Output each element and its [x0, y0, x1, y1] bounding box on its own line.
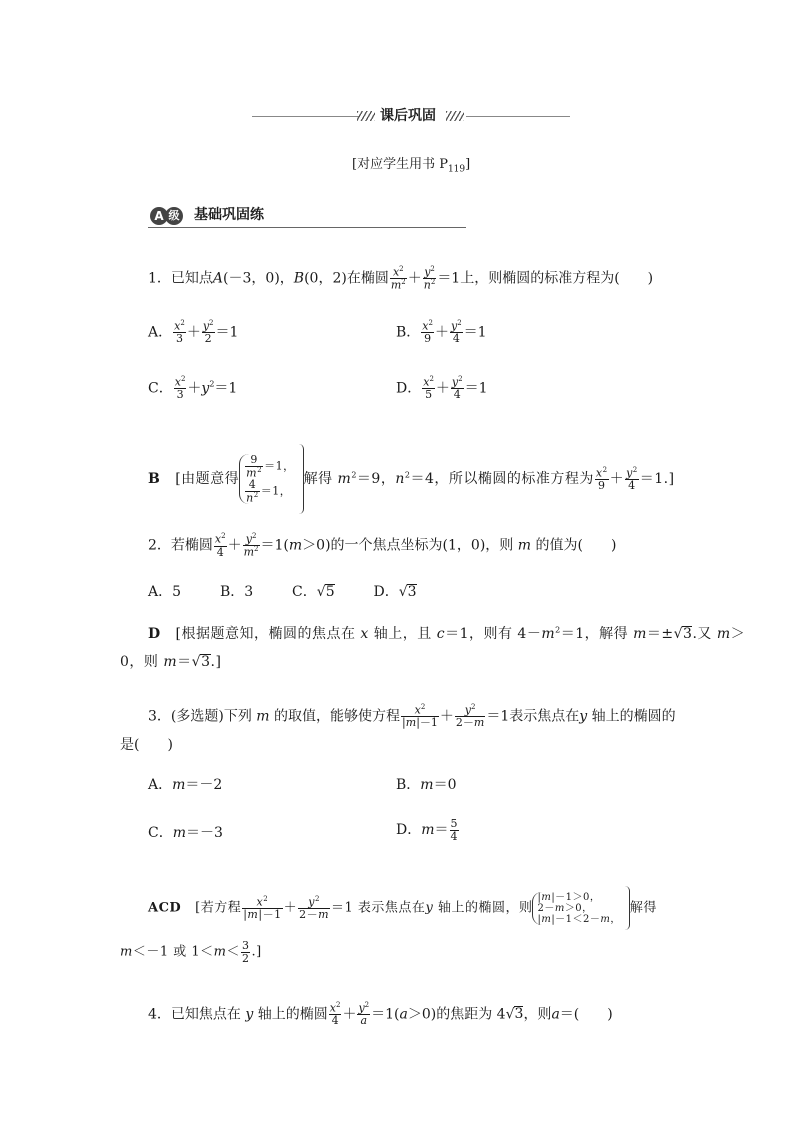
- q1-solution-end: ＝1.]: [639, 471, 675, 487]
- q2-stem-suffix: 的一个焦点坐标为(1，0)，则: [330, 537, 514, 554]
- q3-stem-prefix: 3．(多选题)下列: [148, 708, 252, 725]
- q3-stem-suffix: ＝1表示焦点在: [486, 708, 580, 725]
- q3-solution-line2: m＜－1 或 1＜m＜ $\frac{3}{2}$ .]: [120, 939, 262, 965]
- level-badge: 级: [165, 207, 183, 225]
- ref-page: 119: [447, 164, 466, 175]
- q1-stem-suffix: ＝1上，则椭圆的标准方程为( ): [437, 270, 654, 287]
- q3-solution-line2-text: ＜－1 或 1＜: [132, 944, 214, 960]
- q4-stem-end2: ＝( ): [559, 1006, 613, 1023]
- q3-stem-suffix2: 轴上的椭圆的: [591, 708, 676, 725]
- q3-solution: ACD [若方程 $\frac{x^2}{|m|-1}$ ＋ $\frac{y^2}{2-m}$ ＝1 表示焦点在y 轴上的椭圆，则|m|－1＞0， 2－m＞0， |m|－1＜2－m，解得: [148, 886, 657, 930]
- q2-sol-f: 0，则: [120, 654, 159, 670]
- q2-sol-a: [根据题意知，椭圆的焦点在: [175, 626, 356, 642]
- q3-option-a: A．m＝－2: [148, 777, 223, 793]
- q1-frac-x: $\frac{x^2}{m^2}$: [390, 265, 406, 292]
- page-title: 课后巩固: [380, 108, 436, 124]
- q3-option-b-label: B．: [396, 777, 421, 793]
- q1-option-c: C． $\frac{x^2}{3}$ $+y^2=1$: [148, 375, 238, 402]
- q3-solution-mid: ＝1 表示焦点在: [331, 900, 426, 916]
- q3-option-b: B．m＝0: [396, 777, 457, 793]
- q3-solution-prefix: [若方程: [195, 900, 242, 916]
- q1-option-d: D． $\frac{x^2}{5}$ ＋ $\frac{y^2}{4}$ ＝1: [396, 375, 488, 402]
- q1-option-a-label: A．: [148, 324, 173, 341]
- section-title: 基础巩固练: [194, 207, 264, 223]
- header-hatch-right: [446, 111, 464, 121]
- q1-system-brace: $\frac{9}{m^2}$ ＝1， $\frac{4}{n^2}$ ＝1，: [239, 454, 298, 504]
- level-a-badge: A: [150, 207, 168, 225]
- q3-stem-line2: 是( ): [120, 737, 173, 753]
- q1-frac-y: $\frac{y^2}{n^2}$: [423, 265, 436, 292]
- ref-prefix: [对应学生用书 P: [352, 157, 448, 172]
- book-reference: [352, 158, 470, 175]
- q2-sol-b: 轴上，且: [373, 626, 432, 642]
- q2-solution-line1: D [根据题意知，椭圆的焦点在 x 轴上，且 c＝1，则有 $4-m^2=1$，解得 m＝±√3.又 m＞: [148, 625, 746, 642]
- q3-solution-mid2: 轴上的椭圆，则: [437, 900, 533, 916]
- q1-option-d-label: D．: [396, 380, 422, 397]
- q1-solution-mid: 解得: [303, 471, 333, 487]
- header-rule-right: [466, 116, 570, 117]
- header-hatch-left: [357, 111, 375, 121]
- q2-stem-end: 的值为( ): [535, 537, 617, 554]
- section-underline: [148, 227, 466, 228]
- q2-solution-line2: 0，则 m＝√3.]: [120, 654, 222, 670]
- q1-point-b-coords: (0，2)在椭圆: [304, 270, 389, 287]
- q3-option-c: C．m＝－3: [148, 825, 223, 841]
- q3-stem-mid: 的取值，能够使方程: [274, 708, 401, 725]
- q4-stem-mid: 轴上的椭圆: [257, 1006, 328, 1023]
- q2-option-a: A．5: [148, 584, 182, 600]
- q3-option-a-label: A．: [148, 777, 173, 793]
- q1-option-a: A． $\frac{x^2}{3}$ ＋ $\frac{y^2}{2}$ ＝1: [148, 319, 239, 346]
- q4-stem-end: ，则: [523, 1006, 552, 1023]
- q1-solution: B [由题意得 $\frac{9}{m^2}$ ＝1， $\frac{4}{n^2}$ ＝1，解得 $m^2=9$，$n^2=4$，所以椭圆的标准方程为 $\frac{x^2}{9}$ ＋ $\frac{y^2}{4}$ ＝1.]: [148, 444, 675, 514]
- ref-suffix: ]: [465, 157, 471, 172]
- q4-stem: 4．已知焦点在 y 轴上的椭圆 $\frac{x^2}{4}$ ＋ $\frac{y^2}{a}$ ＝1(a＞0)的焦距为 4√3，则a＝( ): [148, 1001, 613, 1028]
- q2-stem: 2．若椭圆 $\frac{x^2}{4}$ ＋ $\frac{y^2}{m^2}$ ＝1(m＞0)的一个焦点坐标为(1，0)，则 m 的值为( ): [148, 532, 617, 559]
- q3-answer: ACD: [148, 900, 182, 916]
- header-rule-left: [252, 116, 360, 117]
- q3-solution-end: 解得: [629, 900, 657, 916]
- q2-sol-e: .又: [692, 626, 712, 642]
- q1-stem: 1．已知点A(－3，0)，B(0，2)在椭圆 $\frac{x^2}{m^2}$ ＋ $\frac{y^2}{n^2}$ ＝1上，则椭圆的标准方程为( ): [148, 265, 654, 292]
- q1-option-b: B． $\frac{x^2}{9}$ ＋ $\frac{y^2}{4}$ ＝1: [396, 319, 487, 346]
- q2-option-c: C．√5: [292, 584, 335, 600]
- q1-solution-text: 所以椭圆的标准方程为: [448, 471, 594, 487]
- q4-stem-prefix: 4．已知焦点在: [148, 1006, 241, 1023]
- q1-option-b-label: B．: [396, 324, 421, 341]
- q2-sol-c: ＝1，则有 4－: [445, 626, 542, 642]
- point-b: B: [293, 270, 305, 287]
- q3-system-brace: |m|－1＞0， 2－m＞0， |m|－1＜2－m，: [532, 892, 624, 925]
- point-a: A: [212, 270, 224, 287]
- q2-option-b: B．3: [219, 584, 254, 600]
- q1-answer: B: [148, 471, 161, 487]
- q3-stem: 3．(多选题)下列 m 的取值，能够使方程 $\frac{x^2}{|m|-1}$ ＋ $\frac{y^2}{2-m}$ ＝1表示焦点在y 轴上的椭圆的: [148, 703, 676, 730]
- q3-option-c-label: C．: [148, 825, 173, 841]
- q2-options: [148, 584, 417, 599]
- q2-stem-prefix: 2．若椭圆: [148, 537, 213, 554]
- q1-stem-prefix: 1．已知点: [148, 270, 213, 287]
- q3-option-d-label: D．: [396, 822, 422, 839]
- q2-option-d: D．√3: [373, 584, 417, 600]
- q2-sol-d: ＝1，解得: [560, 626, 629, 642]
- q1-point-a-coords: (－3，0)，: [223, 270, 294, 287]
- q2-answer: D: [148, 626, 161, 642]
- q1-option-c-label: C．: [148, 380, 173, 397]
- q1-solution-prefix: [由题意得: [175, 471, 240, 487]
- q3-option-d: D．m＝ $\frac{5}{4}$: [396, 817, 458, 843]
- q4-stem-suffix: 的焦距为 4: [436, 1006, 506, 1023]
